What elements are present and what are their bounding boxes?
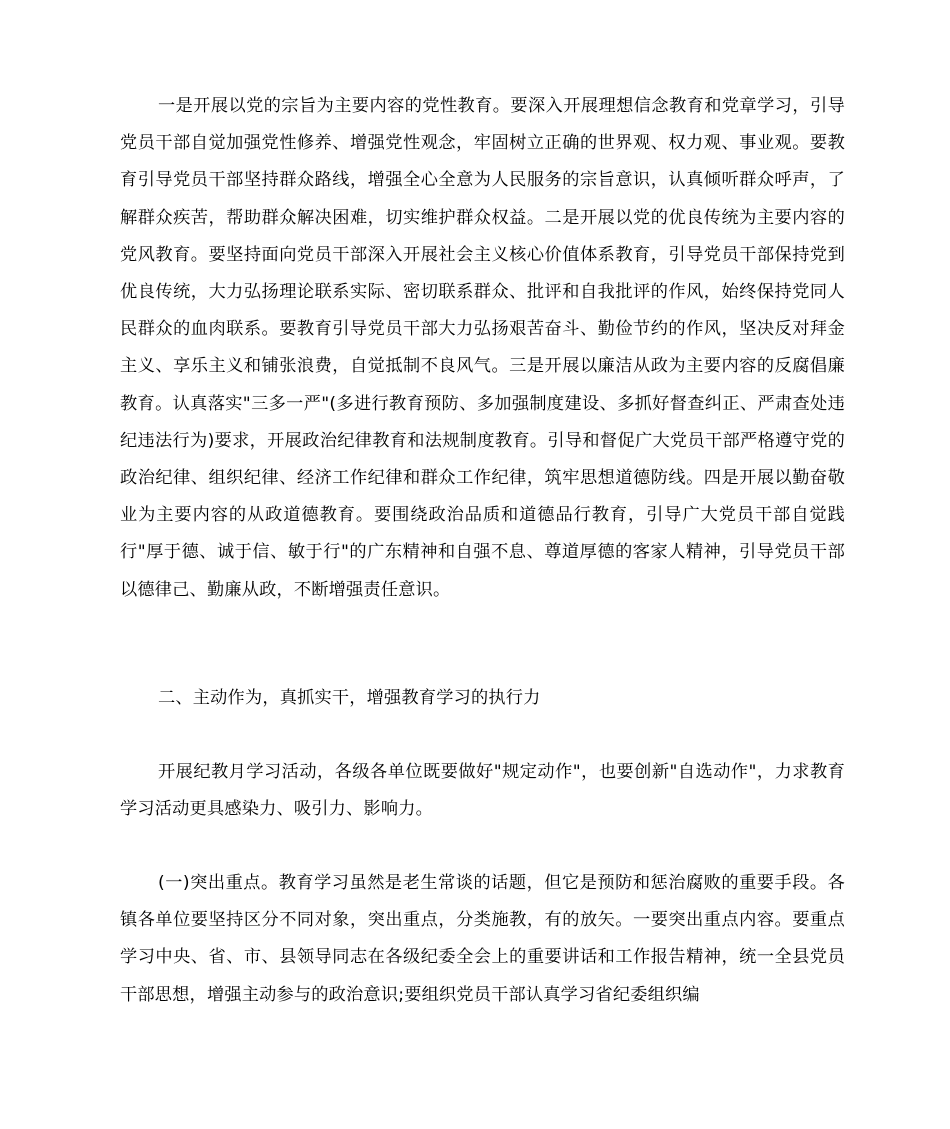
paragraph-party-education: 一是开展以党的宗旨为主要内容的党性教育。要深入开展理想信念教育和党章学习，引导党员干部自觉加强党性修养、增强党性观念，牢固树立正确的世界观、权力观、事业观。要教育引导党员干部坚持群众路线，增强全心全意为人民服务的宗旨意识，认真倾听群众呼声，了解群众疾苦，帮助群众解决困难，切实维护群众权益。二是开展以党的优良传统为主要内容的党风教育。要坚持面向党员干部深入开展社会主义核心价值体系教育，引导党员干部保持党到优良传统，大力弘扬理论联系实际、密切联系群众、批评和自我批评的作风，始终保持党同人民群众的血肉联系。要教育引导党员干部大力弘扬艰苦奋斗、勤俭节约的作风，坚决反对拜金主义、享乐主义和铺张浪费，自觉抵制不良风气。三是开展以廉洁从政为主要内容的反腐倡廉教育。认真落实"三多一严"(多进行教育预防、多加强制度建设、多抓好督查纠正、严肃查处违纪违法行为)要求，开展政治纪律教育和法规制度教育。引导和督促广大党员干部严格遵守党的政治纪律、组织纪律、经济工作纪律和群众工作纪律，筑牢思想道德防线。四是开展以勤奋敬业为主要内容的从政道德教育。要围绕政治品质和道德品行教育，引导广大党员干部自觉践行"厚于德、诚于信、敏于行"的广东精神和自强不息、尊道厚德的客家人精神，引导党员干部以德律己、勤廉从政，不断增强责任意识。 bbox=[120, 96, 845, 600]
paragraph-activity-intro: 开展纪教月学习活动，各级各单位既要做好"规定动作"，也要创新"自选动作"，力求教育学习活动更具感染力、吸引力、影响力。 bbox=[120, 762, 845, 820]
paragraph-highlight-key-points: (一)突出重点。教育学习虽然是老生常谈的话题，但它是预防和惩治腐败的重要手段。各镇各单位要坚持区分不同对象，突出重点，分类施教，有的放矢。一要突出重点内容。要重点学习中央、省、市、县领导同志在各级纪委全会上的重要讲话和工作报告精神，统一全县党员干部思想，增强主动参与的政治意识;要组织党员干部认真学习省纪委组织编 bbox=[120, 873, 845, 1005]
section-heading: 二、主动作为，真抓实干，增强教育学习的执行力 bbox=[158, 688, 541, 708]
